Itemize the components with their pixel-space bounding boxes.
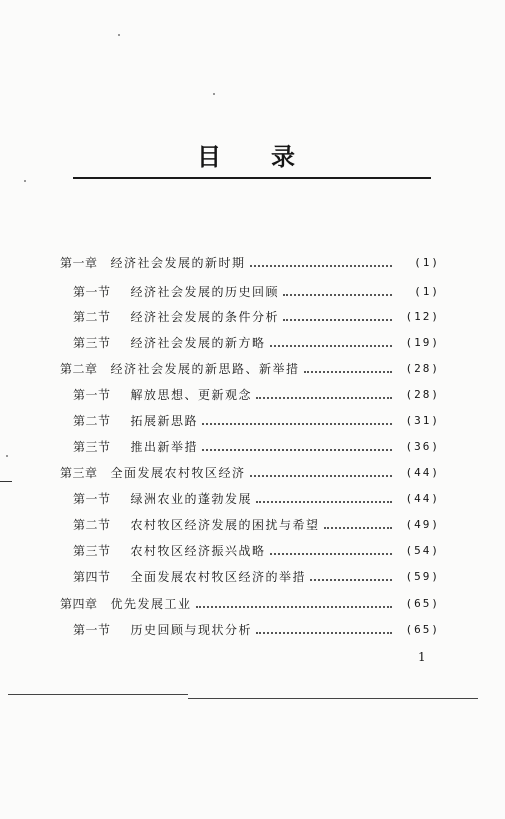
- toc-section-row: [73, 410, 440, 432]
- toc-leader-dots: [304, 369, 392, 373]
- toc-entry-page: (36): [405, 440, 440, 453]
- bottom-rule-left: [8, 694, 188, 695]
- toc-entry-title: 经济社会发展的新思路、新举措: [110, 362, 300, 376]
- toc-entry-page: (49): [405, 518, 440, 531]
- toc-entry-page: (44): [405, 492, 440, 505]
- toc-section-row: [73, 332, 440, 354]
- page-title: [0, 141, 505, 181]
- toc-section-row: [73, 566, 440, 588]
- toc-chapter-row: [60, 358, 440, 380]
- toc-entry-page: (65): [405, 597, 440, 610]
- edge-mark: [0, 481, 12, 482]
- toc-leader-dots: [250, 473, 392, 477]
- toc-leader-dots: [256, 395, 392, 399]
- toc-entry-page: (44): [405, 466, 440, 479]
- toc-entry-number: 第四节: [73, 570, 111, 584]
- toc-entry-title: 经济社会发展的新方略: [130, 336, 266, 350]
- toc-entry-page: (19): [405, 336, 440, 349]
- toc-entry-title: 经济社会发展的新时期: [110, 256, 246, 270]
- toc-entry-number: 第二节: [73, 414, 111, 428]
- toc-section-row: [73, 540, 440, 562]
- toc-entry-page: (59): [405, 570, 440, 583]
- toc-entry-title: 推出新举措: [130, 440, 199, 454]
- toc-entry-number: 第一节: [73, 285, 111, 299]
- toc-entry-number: 第一章: [60, 256, 98, 270]
- toc-entry-number: 第二章: [60, 362, 98, 376]
- toc-chapter-row: [60, 252, 440, 274]
- title-char-mu: 目: [197, 143, 221, 171]
- toc-leader-dots: [202, 421, 392, 425]
- toc-entry-page: (28): [405, 362, 440, 375]
- toc-entry-page: (1): [414, 256, 440, 269]
- toc-entry-page: (54): [405, 544, 440, 557]
- toc-entry-page: (12): [405, 310, 440, 323]
- toc-entry-page: (1): [414, 285, 440, 298]
- toc-section-row: [73, 619, 440, 641]
- scan-speck: [213, 93, 215, 95]
- toc-chapter-row: [60, 462, 440, 484]
- toc-entry-title: 经济社会发展的条件分析: [130, 310, 280, 324]
- toc-entry-page: (31): [405, 414, 440, 427]
- toc-entry-title: 全面发展农村牧区经济: [110, 466, 246, 480]
- toc-entry-title: 优先发展工业: [110, 597, 192, 611]
- toc-section-row: [73, 436, 440, 458]
- toc-leader-dots: [256, 630, 392, 634]
- toc-entry-number: 第二节: [73, 310, 111, 324]
- scan-speck: [118, 34, 120, 36]
- toc-entry-title: 经济社会发展的历史回顾: [130, 285, 280, 299]
- toc-entry-title: 拓展新思路: [130, 414, 199, 428]
- toc-leader-dots: [202, 447, 392, 451]
- toc-leader-dots: [270, 551, 392, 555]
- toc-entry-title: 历史回顾与现状分析: [130, 623, 253, 637]
- toc-entry-page: (28): [405, 388, 440, 401]
- toc-entry-number: 第一节: [73, 492, 111, 506]
- toc-chapter-row: [60, 593, 440, 615]
- toc-section-row: [73, 384, 440, 406]
- toc-entry-title: 农村牧区经济振兴战略: [130, 544, 266, 558]
- toc-leader-dots: [250, 263, 392, 267]
- toc-entry-number: 第三节: [73, 336, 111, 350]
- toc-entry-title: 绿洲农业的蓬勃发展: [130, 492, 253, 506]
- toc-entry-number: 第三节: [73, 544, 111, 558]
- title-char-lu: 录: [271, 143, 295, 171]
- toc-entry-number: 第三节: [73, 440, 111, 454]
- toc-section-row: [73, 281, 440, 303]
- toc-entry-number: 第四章: [60, 597, 98, 611]
- scan-speck: [6, 455, 8, 457]
- toc-entry-page: (65): [405, 623, 440, 636]
- toc-section-row: [73, 306, 440, 328]
- toc-entry-title: 解放思想、更新观念: [130, 388, 253, 402]
- toc-entry-title: 全面发展农村牧区经济的举措: [130, 570, 307, 584]
- toc-leader-dots: [310, 577, 392, 581]
- toc-leader-dots: [283, 317, 392, 321]
- toc-leader-dots: [324, 525, 392, 529]
- toc-section-row: [73, 488, 440, 510]
- toc-section-row: [73, 514, 440, 536]
- toc-leader-dots: [196, 604, 392, 608]
- toc-leader-dots: [256, 499, 392, 503]
- title-underline: [73, 177, 431, 179]
- toc-entry-number: 第二节: [73, 518, 111, 532]
- toc-entry-number: 第一节: [73, 623, 111, 637]
- toc-entry-number: 第一节: [73, 388, 111, 402]
- toc-entry-number: 第三章: [60, 466, 98, 480]
- toc-entry-title: 农村牧区经济发展的困扰与希望: [130, 518, 320, 532]
- scan-speck: [24, 180, 26, 182]
- toc-leader-dots: [270, 343, 392, 347]
- bottom-rule-right: [188, 698, 478, 699]
- toc-leader-dots: [283, 292, 392, 296]
- page-number: 1: [418, 650, 426, 664]
